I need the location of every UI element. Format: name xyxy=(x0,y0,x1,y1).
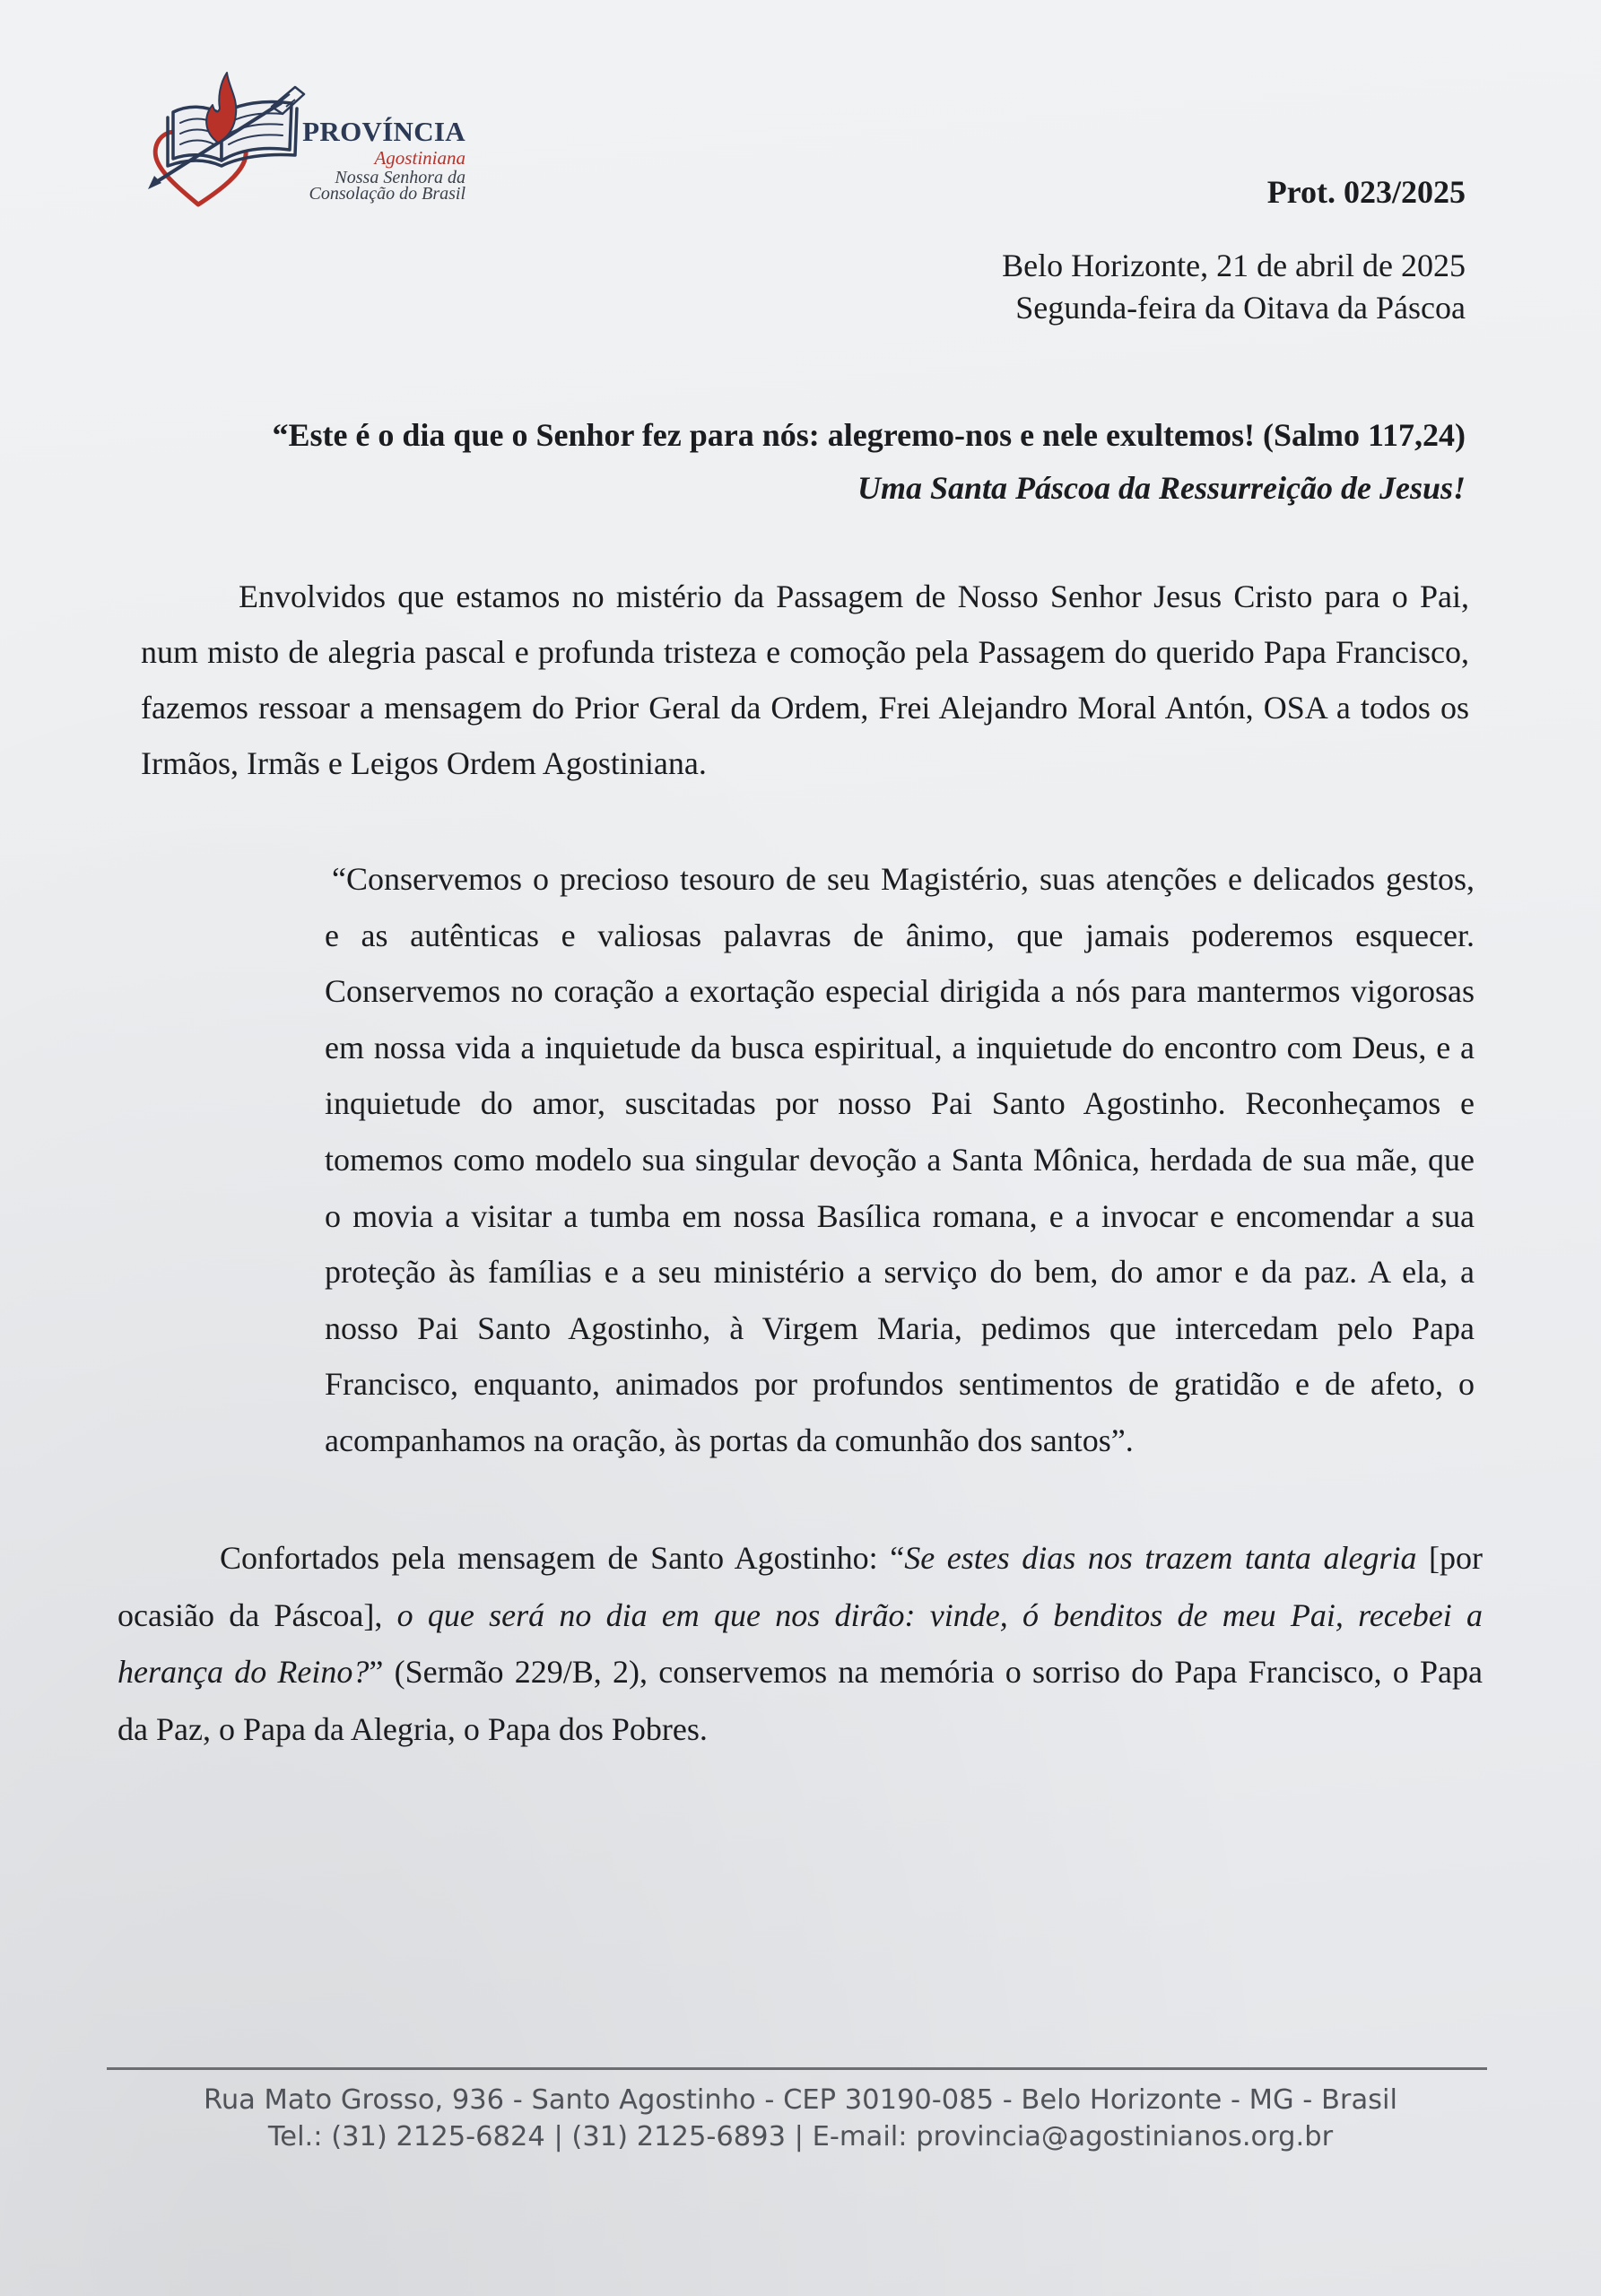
footer-divider xyxy=(107,2067,1487,2070)
liturgical-day: Segunda-feira da Oitava da Páscoa xyxy=(1015,290,1466,326)
block-quote-line: nosso Pai Santo Agostinho, à Virgem Maria, pedimos que intercedam pelo Papa xyxy=(325,1309,1475,1346)
logo-subtitle-line-1: Nossa Senhora da xyxy=(335,168,466,187)
sermon-quote-text: Se estes dias nos trazem tanta alegria xyxy=(904,1540,1417,1576)
sermon-quote-text: o que será no dia em que nos dirão: vinde, ó benditos de meu Pai, recebei a xyxy=(396,1596,1483,1633)
paragraph-text: da Paz, o Papa da Alegria, o Papa dos Pobres. xyxy=(117,1710,708,1747)
paragraph-2 xyxy=(117,1530,1483,1758)
footer-contact: Tel.: (31) 2125-6824 | (31) 2125-6893 | E-mail: provincia@agostinianos.org.br xyxy=(267,2121,1334,2152)
paragraph-line: Irmãos, Irmãs e Leigos Ordem Agostiniana. xyxy=(141,745,707,781)
block-quote-line: inquietude do amor, suscitadas por nosso Pai Santo Agostinho. Reconheçamos e xyxy=(325,1085,1475,1122)
paragraph-text: ” (Sermão 229/B, 2), conservemos na memória o sorriso do Papa Francisco, o Papa xyxy=(369,1654,1483,1690)
paragraph-line xyxy=(117,1701,1483,1759)
block-quote-line: e as autênticas e valiosas palavras de ânimo, que jamais poderemos esquecer. xyxy=(325,917,1475,953)
paragraph-line: Envolvidos que estamos no mistério da Passagem de Nosso Senhor Jesus Cristo para o Pai, xyxy=(239,578,1469,614)
easter-greeting: Uma Santa Páscoa da Ressurreição de Jesus! xyxy=(857,470,1466,506)
sermon-quote-text: herança do Reino? xyxy=(117,1654,370,1690)
paragraph-text: Confortados pela mensagem de Santo Agostinho: “ xyxy=(220,1540,905,1576)
paragraph-text: [por xyxy=(1416,1540,1483,1576)
block-quote-line: “Conservemos o precioso tesouro de seu Magistério, suas atenções e delicados gestos, xyxy=(332,861,1475,897)
paragraph-line: fazemos ressoar a mensagem do Prior Geral da Ordem, Frei Alejandro Moral Antón, OSA a todos os xyxy=(141,690,1469,726)
block-quote-line: em nossa vida a inquietude da busca espiritual, a inquietude do encontro com Deus, e a xyxy=(325,1029,1475,1065)
logo-emblem xyxy=(146,67,308,211)
paragraph-line: num misto de alegria pascal e profunda tristeza e comoção pela Passagem do querido Papa Francisco, xyxy=(141,634,1469,670)
paragraph-line xyxy=(117,1530,1483,1587)
logo-subtitle-line-2: Consolação do Brasil xyxy=(309,184,466,204)
block-quote-line: o movia a visitar a tumba em nossa Basílica romana, e a invocar e encomendar a sua xyxy=(325,1197,1475,1234)
place-date: Belo Horizonte, 21 de abril de 2025 xyxy=(1002,248,1466,283)
paragraph-line xyxy=(117,1587,1483,1645)
block-quote-line: acompanhamos na oração, às portas da comunhão dos santos”. xyxy=(325,1422,1134,1458)
block-quote xyxy=(325,851,1475,1469)
block-quote-line: proteção às famílias e a seu ministério a serviço do bem, do amor e da paz. A ela, a xyxy=(325,1254,1475,1291)
logo-order: Agostiniana xyxy=(374,147,466,169)
footer-address: Rua Mato Grosso, 936 - Santo Agostinho - CEP 30190-085 - Belo Horizonte - MG - Brasil xyxy=(204,2084,1397,2116)
block-quote-line: tomemos como modelo sua singular devoção a Santa Mônica, herdada de sua mãe, que xyxy=(325,1141,1475,1178)
paragraph-text: ocasião da Páscoa], xyxy=(117,1596,397,1633)
block-quote-line: Francisco, enquanto, animados por profundos sentimentos de gratidão e de afeto, o xyxy=(325,1366,1475,1403)
paragraph-line xyxy=(117,1644,1483,1701)
logo-name: PROVÍNCIA xyxy=(302,116,466,147)
paragraph-1 xyxy=(141,569,1469,791)
block-quote-line: Conservemos no coração a exortação especial dirigida a nós para mantermos vigorosas xyxy=(325,973,1475,1010)
protocol-number: Prot. 023/2025 xyxy=(1266,174,1466,210)
epigraph-quote: “Este é o dia que o Senhor fez para nós: alegremo-nos e nele exultemos! (Salmo 117,24) xyxy=(272,417,1466,453)
